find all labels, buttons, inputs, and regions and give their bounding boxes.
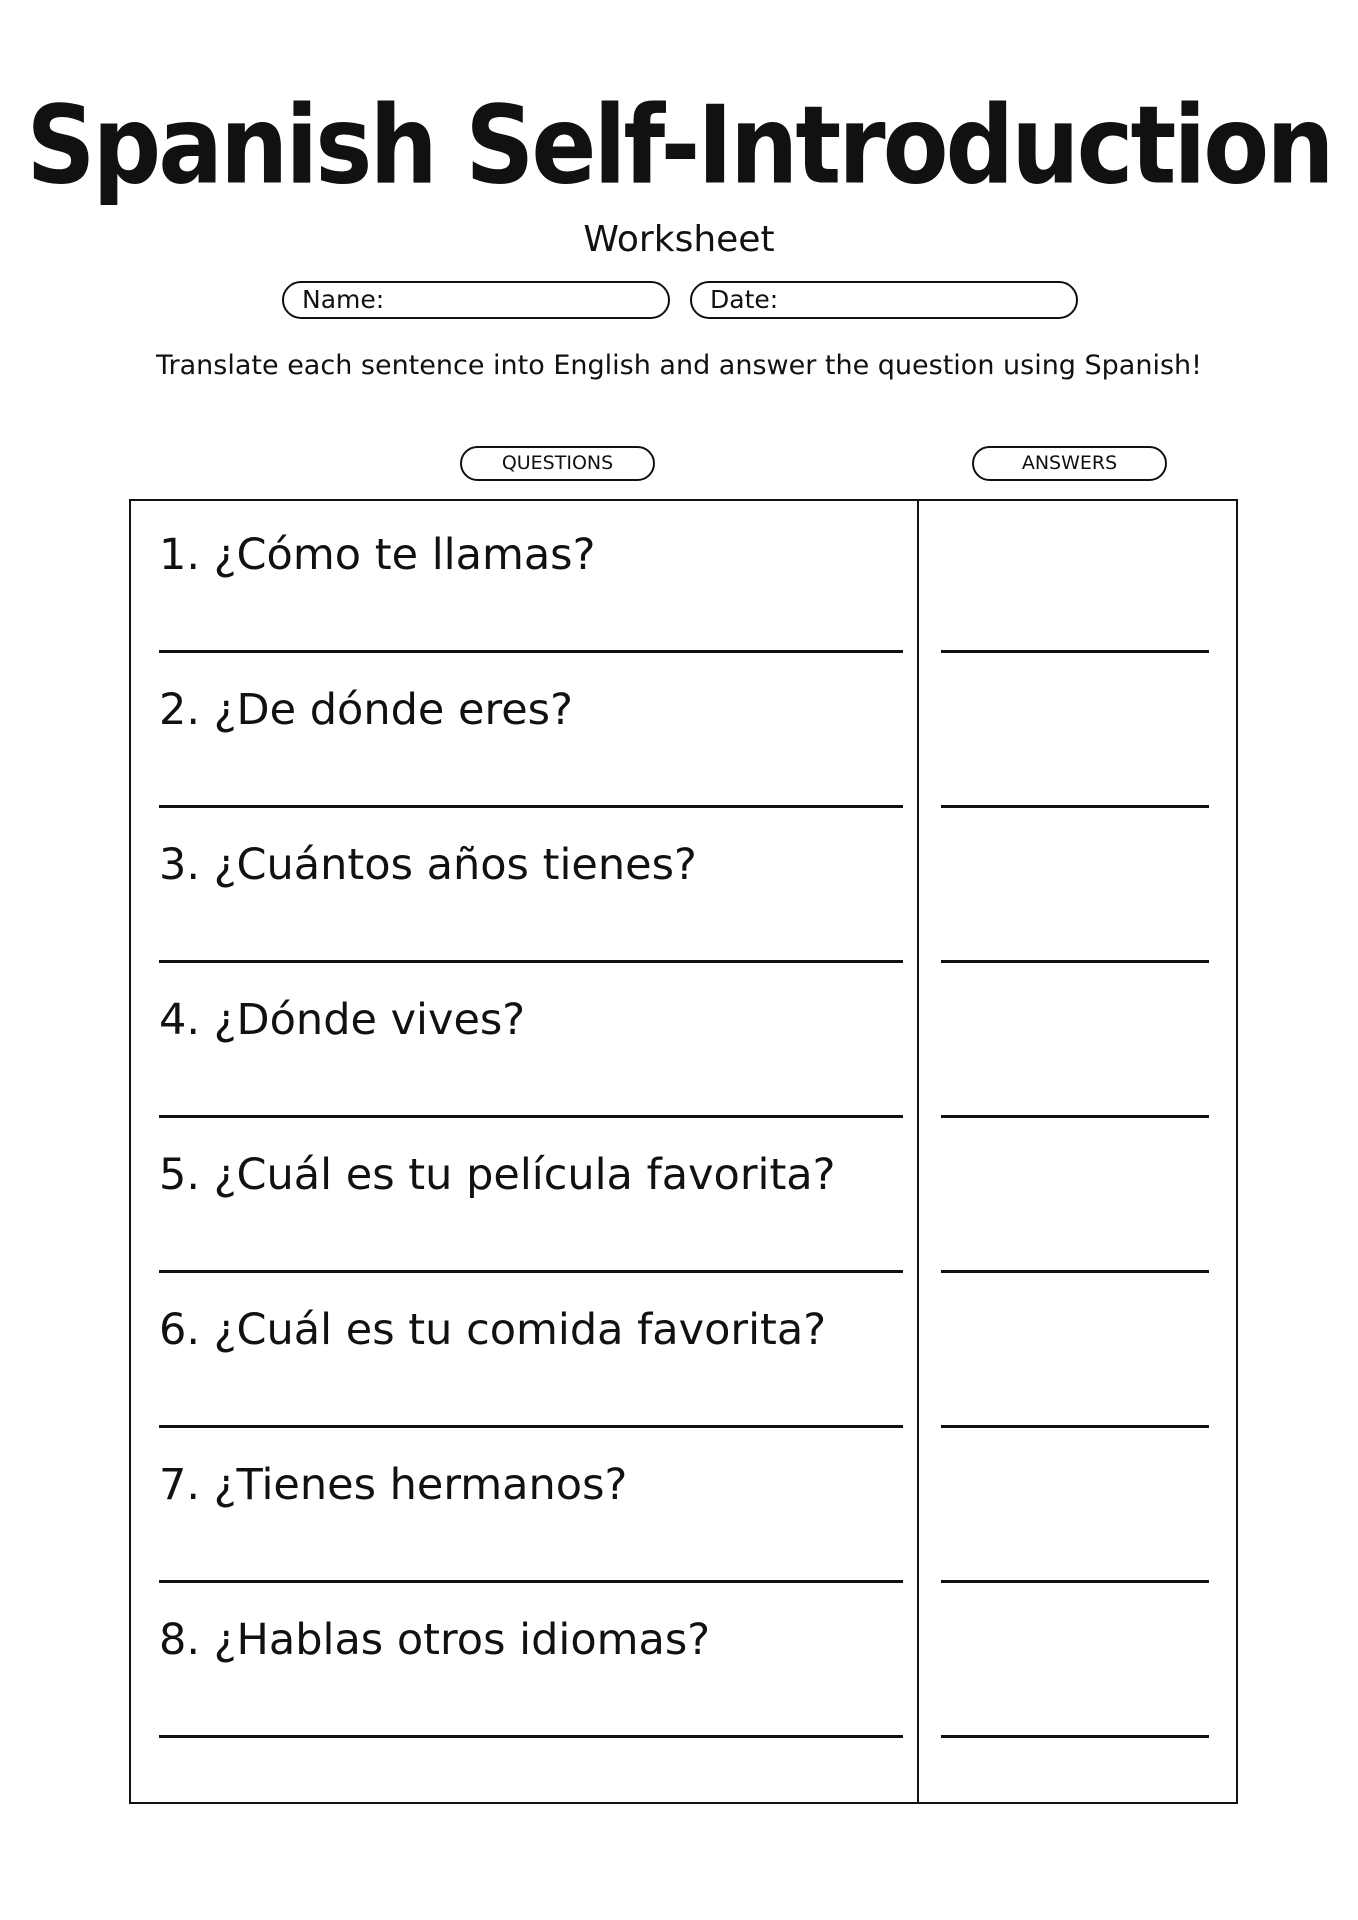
question-text: 8. ¿Hablas otros idiomas? — [159, 1615, 711, 1665]
translation-line[interactable] — [159, 1425, 903, 1428]
question-row — [131, 811, 1236, 966]
translation-line[interactable] — [159, 650, 903, 653]
question-row — [131, 656, 1236, 811]
name-label: Name: — [302, 285, 385, 314]
date-label: Date: — [710, 285, 779, 314]
answer-line[interactable] — [941, 1115, 1209, 1118]
question-row — [131, 1586, 1236, 1741]
question-row — [131, 1121, 1236, 1276]
worksheet-subtitle: Worksheet — [583, 219, 775, 260]
date-field[interactable] — [690, 281, 1078, 319]
question-text: 6. ¿Cuál es tu comida favorita? — [159, 1305, 827, 1355]
question-row — [131, 1431, 1236, 1586]
instructions-text: Translate each sentence into English and answer the question using Spanish! — [156, 350, 1202, 381]
answer-line[interactable] — [941, 805, 1209, 808]
question-text: 7. ¿Tienes hermanos? — [159, 1460, 628, 1510]
question-text: 1. ¿Cómo te llamas? — [159, 530, 596, 580]
answer-line[interactable] — [941, 1425, 1209, 1428]
translation-line[interactable] — [159, 1115, 903, 1118]
question-text: 2. ¿De dónde eres? — [159, 685, 573, 735]
answer-line[interactable] — [941, 1580, 1209, 1583]
answer-line[interactable] — [941, 1735, 1209, 1738]
translation-line[interactable] — [159, 1580, 903, 1583]
answer-line[interactable] — [941, 650, 1209, 653]
answer-line[interactable] — [941, 1270, 1209, 1273]
answers-column-header: ANSWERS — [972, 446, 1167, 481]
translation-line[interactable] — [159, 805, 903, 808]
question-row — [131, 1276, 1236, 1431]
question-row — [131, 966, 1236, 1121]
question-row — [131, 501, 1236, 656]
questions-column-header: QUESTIONS — [460, 446, 655, 481]
question-text: 4. ¿Dónde vives? — [159, 995, 526, 1045]
translation-line[interactable] — [159, 960, 903, 963]
answer-line[interactable] — [941, 960, 1209, 963]
translation-line[interactable] — [159, 1735, 903, 1738]
question-answer-table — [129, 499, 1238, 1804]
translation-line[interactable] — [159, 1270, 903, 1273]
question-text: 5. ¿Cuál es tu película favorita? — [159, 1150, 836, 1200]
question-text: 3. ¿Cuántos años tienes? — [159, 840, 697, 890]
worksheet-title: Spanish Self-Introduction — [26, 83, 1332, 209]
name-field[interactable] — [282, 281, 670, 319]
